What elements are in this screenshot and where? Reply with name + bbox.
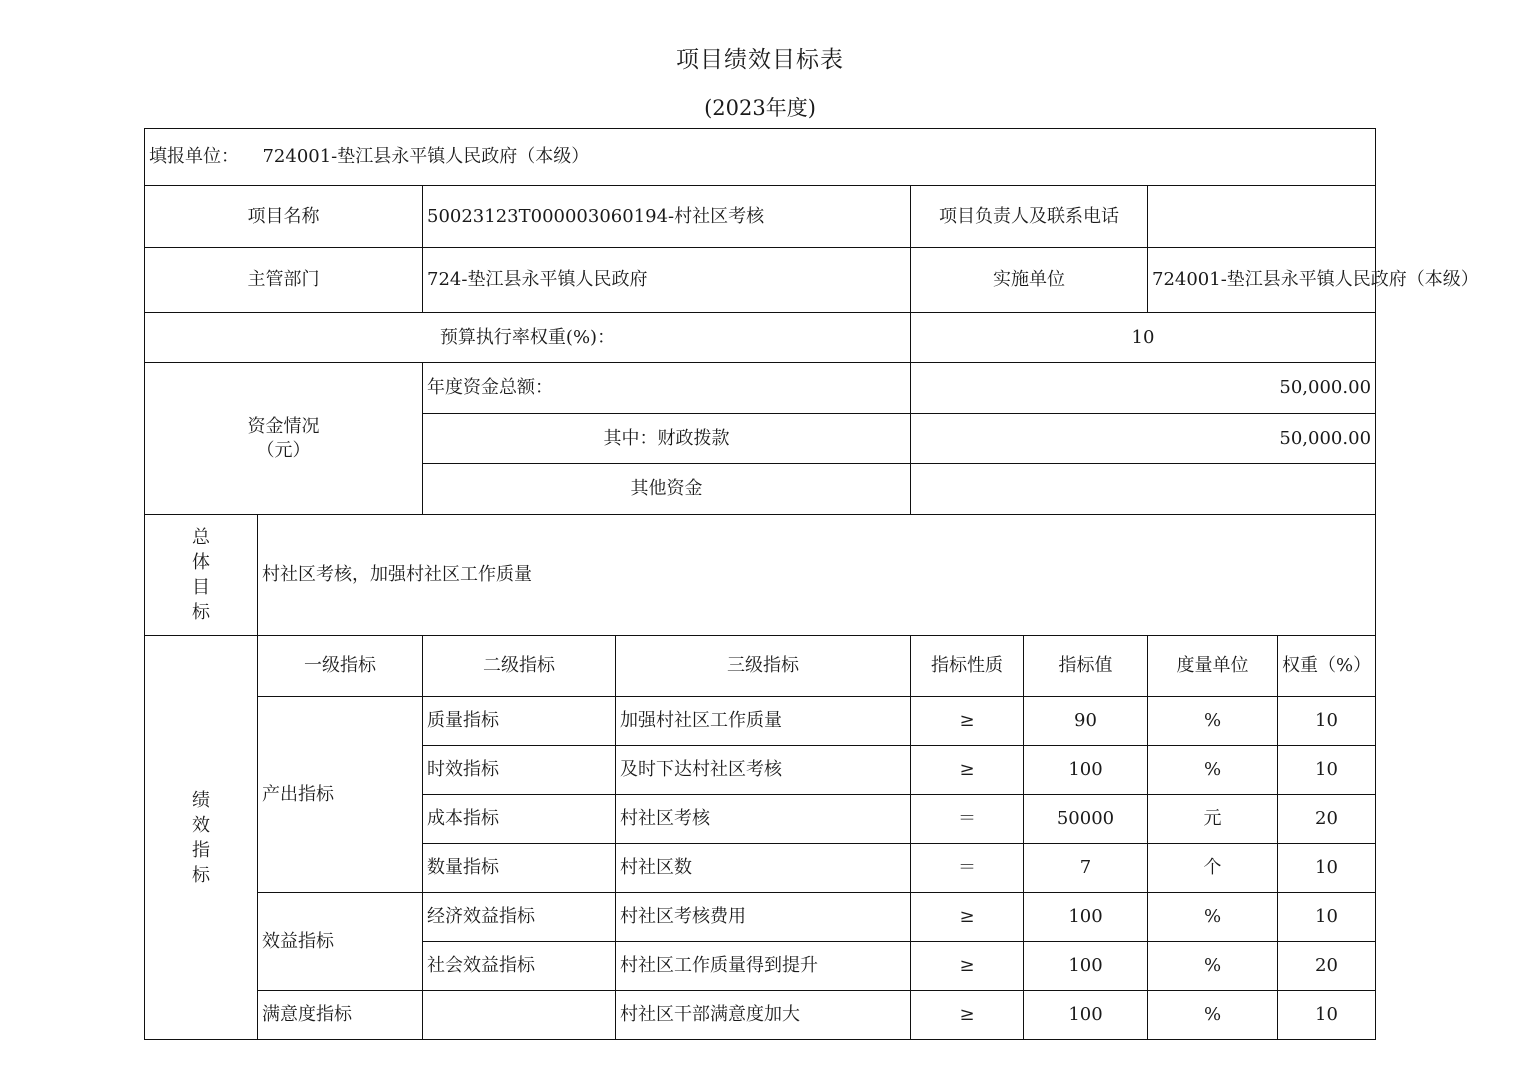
value-cell: 7 bbox=[1024, 844, 1148, 893]
level3-cell: 加强村社区工作质量 bbox=[616, 697, 911, 746]
level2-cell: 数量指标 bbox=[423, 844, 616, 893]
level2-cell: 经济效益指标 bbox=[423, 893, 616, 942]
project-name-label: 项目名称 bbox=[145, 186, 423, 248]
weight-cell: 10 bbox=[1278, 697, 1376, 746]
value-cell: 100 bbox=[1024, 893, 1148, 942]
budget-weight-label: 预算执行率权重(%)： bbox=[145, 313, 911, 363]
total-funds-value: 50,000.00 bbox=[911, 363, 1376, 414]
weight-cell: 10 bbox=[1278, 844, 1376, 893]
perf-indicators-label-text: 绩效指标 bbox=[192, 789, 210, 886]
unit-cell: % bbox=[1148, 893, 1278, 942]
value-cell: 50000 bbox=[1024, 795, 1148, 844]
header-unit: 度量单位 bbox=[1148, 636, 1278, 697]
level3-cell: 村社区考核 bbox=[616, 795, 911, 844]
reporting-unit-cell bbox=[145, 129, 1376, 186]
weight-cell: 10 bbox=[1278, 893, 1376, 942]
header-nature: 指标性质 bbox=[911, 636, 1024, 697]
nature-cell: ≥ bbox=[911, 942, 1024, 991]
total-funds-label: 年度资金总额： bbox=[423, 363, 911, 414]
table-row bbox=[145, 893, 1376, 942]
level1-benefit: 效益指标 bbox=[258, 893, 423, 991]
fiscal-funds-label: 其中：财政拨款 bbox=[423, 414, 911, 464]
table-row bbox=[145, 697, 1376, 746]
level3-cell: 及时下达村社区考核 bbox=[616, 746, 911, 795]
level3-cell: 村社区考核费用 bbox=[616, 893, 911, 942]
value-cell: 90 bbox=[1024, 697, 1148, 746]
performance-target-table bbox=[144, 128, 1479, 1040]
overall-goal-label-text: 总体目标 bbox=[192, 527, 210, 623]
level2-cell: 社会效益指标 bbox=[423, 942, 616, 991]
nature-cell: ≥ bbox=[911, 697, 1024, 746]
weight-cell: 10 bbox=[1278, 746, 1376, 795]
level3-cell: 村社区干部满意度加大 bbox=[616, 991, 911, 1040]
weight-cell: 20 bbox=[1278, 795, 1376, 844]
header-level2: 二级指标 bbox=[423, 636, 616, 697]
level3-cell: 村社区工作质量得到提升 bbox=[616, 942, 911, 991]
weight-cell: 20 bbox=[1278, 942, 1376, 991]
contact-label: 项目负责人及联系电话 bbox=[911, 186, 1148, 248]
value-cell: 100 bbox=[1024, 942, 1148, 991]
perf-indicators-label bbox=[145, 636, 258, 1040]
fiscal-funds-value: 50,000.00 bbox=[911, 414, 1376, 464]
header-level1: 一级指标 bbox=[258, 636, 423, 697]
dept-value: 724-垫江县永平镇人民政府 bbox=[423, 248, 911, 313]
funds-label-line1: 资金情况 bbox=[247, 415, 320, 437]
contact-value bbox=[1148, 186, 1376, 248]
nature-cell: ≥ bbox=[911, 746, 1024, 795]
overall-goal-label bbox=[145, 515, 258, 636]
unit-cell: % bbox=[1148, 942, 1278, 991]
level2-cell: 质量指标 bbox=[423, 697, 616, 746]
level3-cell: 村社区数 bbox=[616, 844, 911, 893]
budget-weight-value: 10 bbox=[911, 313, 1376, 363]
other-funds-value bbox=[911, 464, 1376, 515]
unit-cell: % bbox=[1148, 746, 1278, 795]
project-name-value: 50023123T000003060194-村社区考核 bbox=[423, 186, 911, 248]
page-subtitle: (2023年度) bbox=[704, 96, 816, 120]
page-title: 项目绩效目标表 bbox=[676, 47, 844, 73]
nature-cell: ＝ bbox=[911, 844, 1024, 893]
level1-output: 产出指标 bbox=[258, 697, 423, 893]
nature-cell: ≥ bbox=[911, 893, 1024, 942]
other-funds-label: 其他资金 bbox=[423, 464, 911, 515]
dept-label: 主管部门 bbox=[145, 248, 423, 313]
reporting-unit-value: 724001-垫江县永平镇人民政府（本级） bbox=[262, 146, 590, 167]
value-cell: 100 bbox=[1024, 991, 1148, 1040]
value-cell: 100 bbox=[1024, 746, 1148, 795]
weight-cell: 10 bbox=[1278, 991, 1376, 1040]
reporting-unit-label: 填报单位： bbox=[149, 146, 239, 167]
funds-label bbox=[145, 363, 423, 515]
unit-cell: 元 bbox=[1148, 795, 1278, 844]
header-weight: 权重（%） bbox=[1278, 636, 1376, 697]
header-value: 指标值 bbox=[1024, 636, 1148, 697]
header-level3: 三级指标 bbox=[616, 636, 911, 697]
level1-satisfaction: 满意度指标 bbox=[258, 991, 423, 1040]
level2-cell bbox=[423, 991, 616, 1040]
nature-cell: ≥ bbox=[911, 991, 1024, 1040]
unit-cell: % bbox=[1148, 697, 1278, 746]
level2-cell: 成本指标 bbox=[423, 795, 616, 844]
unit-cell: 个 bbox=[1148, 844, 1278, 893]
unit-cell: % bbox=[1148, 991, 1278, 1040]
funds-label-line2: （元） bbox=[256, 439, 311, 461]
table-row bbox=[145, 991, 1376, 1040]
level2-cell: 时效指标 bbox=[423, 746, 616, 795]
impl-unit-label: 实施单位 bbox=[911, 248, 1148, 313]
impl-unit-value: 724001-垫江县永平镇人民政府（本级） bbox=[1148, 248, 1376, 313]
overall-goal-value: 村社区考核，加强村社区工作质量 bbox=[258, 515, 1376, 636]
nature-cell: ＝ bbox=[911, 795, 1024, 844]
